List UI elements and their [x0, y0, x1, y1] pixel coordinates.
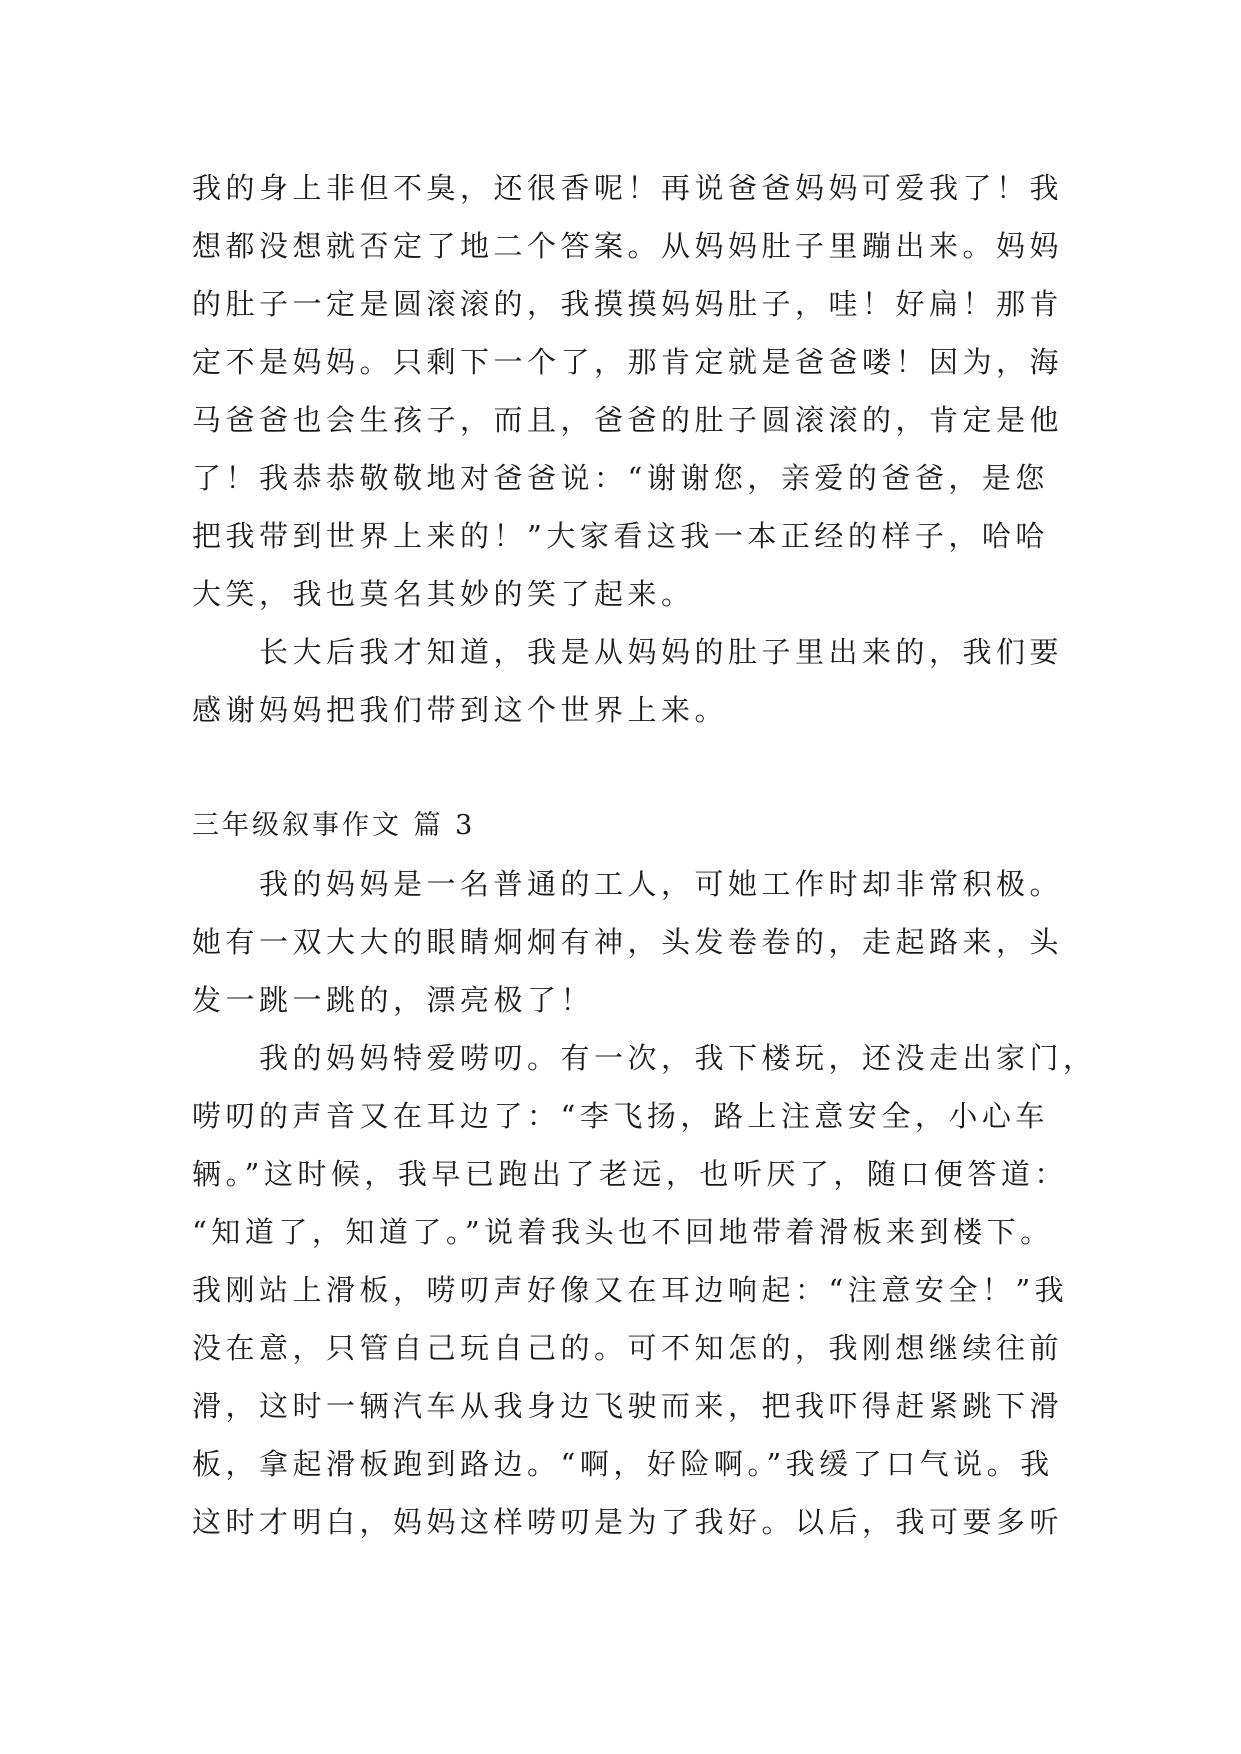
text-line: 定不是妈妈。只剩下一个了，那肯定就是爸爸喽！因为，海 [192, 345, 1064, 379]
text-line: 没在意，只管自己玩自己的。可不知怎的，我刚想继续往前 [192, 1331, 1064, 1365]
text-line: 想都没想就否定了地二个答案。从妈妈肚子里蹦出来。妈妈 [192, 229, 1064, 263]
text-line: 发一跳一跳的，漂亮极了！ [192, 983, 595, 1017]
text-line: 这时才明白，妈妈这样唠叨是为了我好。以后，我可要多听 [192, 1505, 1064, 1539]
text-line: 我的妈妈特爱唠叨。有一次，我下楼玩，还没走出家门， [192, 1041, 1097, 1075]
text-line: 的肚子一定是圆滚滚的，我摸摸妈妈肚子，哇！好扁！那肯 [192, 287, 1064, 321]
text-line: 大笑，我也莫名其妙的笑了起来。 [192, 577, 695, 611]
text-line: 马爸爸也会生孩子，而且，爸爸的肚子圆滚滚的，肯定是他 [192, 403, 1064, 437]
text-line: 把我带到世界上来的！”大家看这我一本正经的样子，哈哈 [192, 519, 1049, 553]
text-line: 我的身上非但不臭，还很香呢！再说爸爸妈妈可爱我了！我 [192, 171, 1064, 205]
text-line: 她有一双大大的眼睛炯炯有神，头发卷卷的，走起路来，头 [192, 925, 1064, 959]
text-line: 板，拿起滑板跑到路边。“啊，好险啊。”我缓了口气说。我 [192, 1447, 1054, 1481]
text-line: 唠叨的声音又在耳边了：“李飞扬，路上注意安全，小心车 [192, 1099, 1049, 1133]
text-line: 我的妈妈是一名普通的工人，可她工作时却非常积极。 [192, 867, 1064, 901]
text-line: 滑，这时一辆汽车从我身边飞驶而来，把我吓得赶紧跳下滑 [192, 1389, 1064, 1423]
text-line: 我刚站上滑板，唠叨声好像又在耳边响起：“注意安全！”我 [192, 1273, 1069, 1307]
text-line: “知道了，知道了。”说着我头也不回地带着滑板来到楼下。 [192, 1215, 1054, 1249]
text-line: 辆。”这时候，我早已跑出了老远，也听厌了，随口便答道： [192, 1157, 1068, 1191]
text-line: 了！我恭恭敬敬地对爸爸说：“谢谢您，亲爱的爸爸，是您 [192, 461, 1049, 495]
text-line: 感谢妈妈把我们带到这个世界上来。 [192, 693, 729, 727]
section-heading: 三年级叙事作文 篇 3 [192, 810, 476, 841]
text-line: 长大后我才知道，我是从妈妈的肚子里出来的，我们要 [192, 635, 1064, 669]
